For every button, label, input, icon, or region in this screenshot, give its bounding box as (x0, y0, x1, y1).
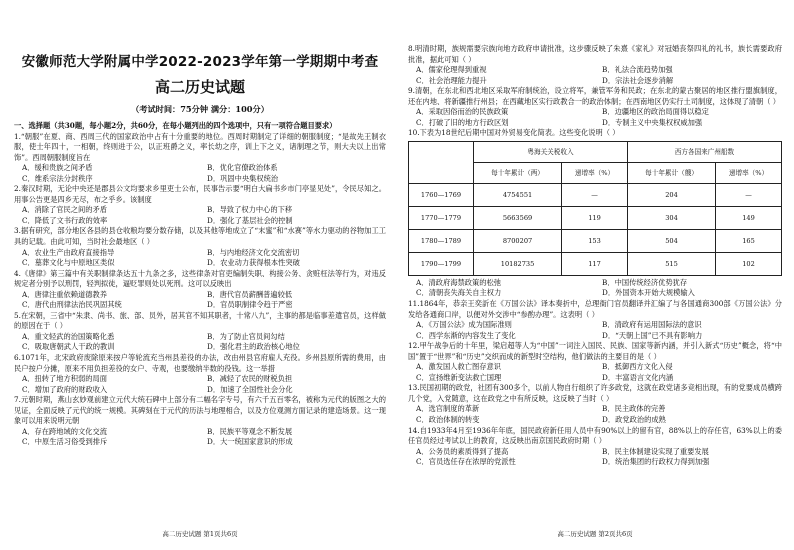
table-group-header: 粤海关关税收入 (474, 141, 628, 162)
option-d[interactable]: D．外国资本开始大规模输入 (602, 288, 695, 298)
question-14 (408, 426, 782, 468)
table-cell: 204 (627, 183, 715, 206)
option-c[interactable]: C．吸取唐朝武人干政的教训 (22, 342, 115, 352)
option-b[interactable]: B．与内地经济文化交流密切 (207, 247, 300, 257)
option-b[interactable]: B．礼法合流趋势加强 (602, 65, 673, 75)
option-a[interactable]: A．缓和贵族之间矛盾 (22, 163, 93, 173)
left-question-flow (14, 121, 386, 448)
right-question-flow (408, 44, 782, 468)
option-d[interactable]: D．农业动力获得根本性突破 (207, 258, 300, 268)
question-options (14, 290, 386, 311)
table-row (409, 206, 782, 229)
option-c[interactable]: C．增加了政府的财政收入 (22, 384, 108, 394)
question-10 (408, 128, 782, 299)
table-header-row (409, 141, 782, 162)
option-c[interactable]: C．宣扬维新变法救亡国理 (416, 372, 502, 382)
option-d[interactable]: D．官员职制律令趋于严密 (207, 300, 293, 310)
question-6 (14, 353, 386, 395)
question-stem: 13.民国初期的政党，社团有300多个，以前人物自行组织了许多政党，这就在政党诸多竞相出现，有的党要成员横跨几个党，入党随意，这在政党之中有所反映，这反映了当时（ ） (408, 383, 782, 403)
question-options (408, 320, 782, 341)
question-2 (14, 184, 386, 226)
exam-title: 安徽师范大学附属中学2022-2023学年第一学期期中考查 (21, 54, 379, 70)
option-a[interactable]: A．重文轻武的治国策略化悉 (22, 331, 115, 341)
option-b[interactable]: B．导致了权力中心的下移 (207, 205, 293, 215)
option-a[interactable]: A．采取因俗而治的民族政策 (416, 107, 509, 117)
option-a[interactable]: A．儒家伦理得到重视 (416, 65, 487, 75)
table-subheader: 递增率（%） (562, 162, 628, 183)
question-options (14, 205, 386, 226)
question-options (408, 278, 782, 299)
option-b[interactable]: B．减轻了农民的财税负担 (207, 374, 293, 384)
option-d[interactable]: D．巩固中央集权统治 (207, 173, 279, 183)
question-options (408, 362, 782, 383)
table-row (409, 229, 782, 252)
question-stem: 11.1864年，恭亲王奕訢在《万国公法》译本奏折中，总理衙门官员翻译并汇编了与各国通商300部《万国公法》分发给各通商口岸，以便对外交涉中“参酌办理”。这表明（ ） (408, 299, 782, 319)
question-stem: 7.元朝时期，燕山玄妙观前建立元代大统石碑中上部分有二幅名字专号，有六千五百零名，被称为元代的版图之大的见证，全面反映了元代的统一规模。其碑刻在于元代的历法与地理相合，以及方位观测方面记录的建造场景。这一现象可以用来说明元朝 (14, 395, 386, 426)
question-9 (408, 86, 782, 128)
table-cell: 102 (716, 252, 782, 275)
table-cell: 515 (627, 252, 715, 275)
question-8 (408, 44, 782, 86)
option-c[interactable]: C．政治体制的转变 (416, 415, 480, 425)
question-7 (14, 395, 386, 448)
option-c[interactable]: C．清朝丧失海关自主权力 (416, 288, 502, 298)
table-cell: 153 (562, 229, 628, 252)
table-cell: 1760—1769 (409, 183, 474, 206)
question-stem: 9.清朝，在东北和西北地区采取军府制统治，设立将军，兼管军务和民政；在东北的蒙古聚居的地区推行盟旗制度，还在内地、将新疆推行州县；在西藏地区实行政教合一的政治体制；在西南地区仍实行土司制度，这体现了清朝（ ） (408, 86, 782, 106)
table-row (409, 183, 782, 206)
question-13 (408, 383, 782, 425)
question-options (14, 163, 386, 184)
question-stem: 8.明清时期，族规需要宗族向地方政府申请批准，这步骤反映了朱熹《家礼》对冠婚丧祭四礼的礼书，族长需要政府批准，据此可知（ ） (408, 44, 782, 64)
table-corner (409, 141, 474, 183)
table-cell: 1770—1779 (409, 206, 474, 229)
question-stem: 10.下表为18世纪后期中国对外贸易变化简表。这些变化说明（ ） (408, 128, 620, 138)
table-cell: 1790—1799 (409, 252, 474, 275)
right-page (408, 0, 782, 550)
question-stem: 6.1071年，北宋政府废除原来按户等轮流充当州县差役的办法，改由州县官府雇人充役。乡州县原所需的费用，由民户按户分摊，原来不用负担差役的女户、寺观，也要缴纳半数的役钱。这一举措 (14, 353, 386, 373)
question-options (408, 447, 782, 468)
table-cell: 165 (716, 229, 782, 252)
question-stem: 3.据有研究，部分地区各县的县仓收粮均要分数存储，以及其他等地成立了“末蜜”和“水赛”等水力驱动的谷物加工工具的记载。由此可知，当时社会最地区（ ） (14, 226, 386, 247)
option-b[interactable]: B．中国传统经济优势犹存 (602, 277, 688, 287)
option-a[interactable]: A．存在跨地域的文化交流 (22, 426, 107, 436)
question-5 (14, 311, 386, 353)
option-a[interactable]: A．消除了官民之间的矛盾 (22, 205, 107, 215)
question-1 (14, 132, 386, 185)
option-d[interactable]: D．“天朝上国”已不具有影响力 (602, 330, 703, 340)
option-c[interactable]: C．西学东渐的内容发生了变化 (416, 330, 516, 340)
table-subheader: 每十年累计（两） (474, 162, 562, 183)
option-a[interactable]: A．农业生产由政府直接指导 (22, 247, 115, 257)
table-group-header: 西方各国来广州船数 (627, 141, 781, 162)
option-d[interactable]: D．强化了基层社会的控制 (207, 215, 293, 225)
table-cell: 8700207 (474, 229, 562, 252)
option-d[interactable]: D．加速了全国性社会分化 (207, 384, 293, 394)
option-b[interactable]: B．优化官僚政治体系 (207, 163, 278, 173)
question-4 (14, 269, 386, 311)
page-footer-left: 高二历史试题 第1页共6页 (162, 530, 238, 538)
question-stem: 12.甲午战争后的十年里，梁启超等人为“中国”一词注入国民、民族、国家等新内涵，并引入新式“历史”概念，将“中国”置于“世界”和“历史”交织而成的新型时空结构，他们做法的主要目的是（ ） (408, 341, 782, 361)
option-a[interactable]: A．《万国公法》成为国际准则 (416, 320, 512, 330)
question-stem: 4.《唐律》第三篇中有关职制律条达五十九条之多，这些律条对官吏编制失职、构接公务、贪赃枉法等行为，对违反规定者分别予以刑罚，轻判拟徒，逼贬罪则处以死刑。这可以反映出 (14, 268, 386, 289)
question-options (14, 427, 386, 448)
option-c[interactable]: C．打破了旧的地方行政区划 (416, 117, 509, 127)
section-heading: 一、选择题（共30题，每小题2分，共60分，在每小题列出的四个选项中，只有一项符合题目要求） (14, 121, 337, 130)
table-cell: 1780—1789 (409, 229, 474, 252)
question-stem: 5.在宋朝，三省中“朱隶、尚书、旅、部、员外，居其官不知其职者，十常八九”，主事的都是临事差遣官员，这样做的原因在于（ ） (14, 310, 386, 331)
table-subheader: 递增率（%） (716, 162, 782, 183)
table-cell: 119 (562, 206, 628, 229)
option-c[interactable]: C．降低了文书行政的效率 (22, 215, 108, 225)
option-b[interactable]: B．民主政体的完善 (602, 404, 666, 414)
option-c[interactable]: C．维系宗法分封秩序 (22, 173, 93, 183)
question-options (14, 332, 386, 353)
table-cell: 5663569 (474, 206, 562, 229)
question-options (14, 248, 386, 269)
option-b[interactable]: B．为了防止官员间勾结 (207, 331, 285, 341)
option-b[interactable]: B．清政府有运用国际法的意识 (602, 320, 702, 330)
table-cell: 117 (562, 252, 628, 275)
page-footer-right: 高二历史试题 第2页共6页 (557, 530, 633, 538)
question-stem: 14.自1933年4月至1936年年底，国民政府新任用人员中有90%以上的留有官，88%以上的存任官，63%以上的委任官员经过考试以上的教育，这反映出南京国民政府时期（ ） (408, 425, 782, 446)
table-cell: 304 (627, 206, 715, 229)
option-d[interactable]: D．宗法社会逐步消解 (602, 75, 674, 85)
option-d[interactable]: D．专制主义中央集权权威加强 (602, 117, 703, 127)
option-c[interactable]: C．墓葬文化与中原地区类似 (22, 258, 115, 268)
option-c[interactable]: C．唐代由刑律法治民巩固其统 (22, 300, 122, 310)
left-page (14, 0, 386, 550)
option-c[interactable]: C．社会治理能力提升 (416, 75, 487, 85)
trade-table (408, 141, 782, 276)
table-cell: 4754551 (474, 183, 562, 206)
question-options (14, 374, 386, 395)
option-d[interactable]: D．强化君主的政治核心地位 (207, 342, 300, 352)
option-c[interactable]: C．中原生活习俗受到排斥 (22, 437, 108, 447)
table-row (409, 252, 782, 275)
option-d[interactable]: D．统治集团的行政权力得到加强 (602, 457, 710, 467)
table-subheader: 每十年累计（艘） (627, 162, 715, 183)
option-a[interactable]: A．激发国人救亡图存意识 (416, 362, 501, 372)
table-cell: — (562, 183, 628, 206)
option-b[interactable]: B．民族平等观念不断发展 (207, 426, 293, 436)
question-options (408, 404, 782, 425)
exam-info: （考试时间：75分钟 满分：100分） (131, 104, 269, 114)
option-c[interactable]: C．官员选任存在浓厚的党派性 (416, 457, 516, 467)
option-a[interactable]: A．清政府海禁政策的松弛 (416, 277, 501, 287)
option-b[interactable]: B．边疆地区的政治局面得以稳定 (602, 107, 709, 117)
exam-subtitle: 高二历史试题 (154, 78, 245, 96)
option-a[interactable]: A．公务员的素质得到了提高 (416, 446, 509, 456)
question-options (408, 65, 782, 86)
option-a[interactable]: A．扭转了地方积弱的局面 (22, 374, 107, 384)
question-stem: 1.“朝服”在夏、商、西周三代的国家政治中占有十分重要的地位。西周时期制定了详细的朝服制度；“是故先王制衣服，使士年四十，一相朝，终则进于公，以正班爵之义，率长幼之序，训上下之义，诸制理之节，则大夫以上出常饰”。西周朝服制度旨在 (14, 131, 386, 162)
option-d[interactable]: D．大一统国家意识的形成 (207, 437, 293, 447)
option-d[interactable]: D．丰富语言文化内涵 (602, 372, 674, 382)
table-cell: — (716, 183, 782, 206)
question-12 (408, 341, 782, 383)
table-cell: 149 (716, 206, 782, 229)
option-b[interactable]: B．抵御西方文化入侵 (602, 362, 673, 372)
table-cell: 504 (627, 229, 715, 252)
option-a[interactable]: A．选官制度的革新 (416, 404, 480, 414)
table-cell: 10182735 (474, 252, 562, 275)
option-b[interactable]: B．民主体制建设实现了重要发展 (602, 446, 709, 456)
option-d[interactable]: D．政党政治的成熟 (602, 415, 666, 425)
question-3 (14, 226, 386, 268)
option-b[interactable]: B．唐代官员薪酬普遍较低 (207, 289, 293, 299)
option-a[interactable]: A．唐律注重依赖道德教养 (22, 289, 107, 299)
question-11 (408, 299, 782, 341)
question-stem: 2.秦汉时期，无论中央还是郡县公文均要求乡里吏士公布，民事告示要“明白大扁书乡市门亭显见处”，令民尽知之。用事公告更是四乡无尽，布之乎乡。该制度 (14, 184, 386, 204)
question-options (408, 107, 782, 128)
